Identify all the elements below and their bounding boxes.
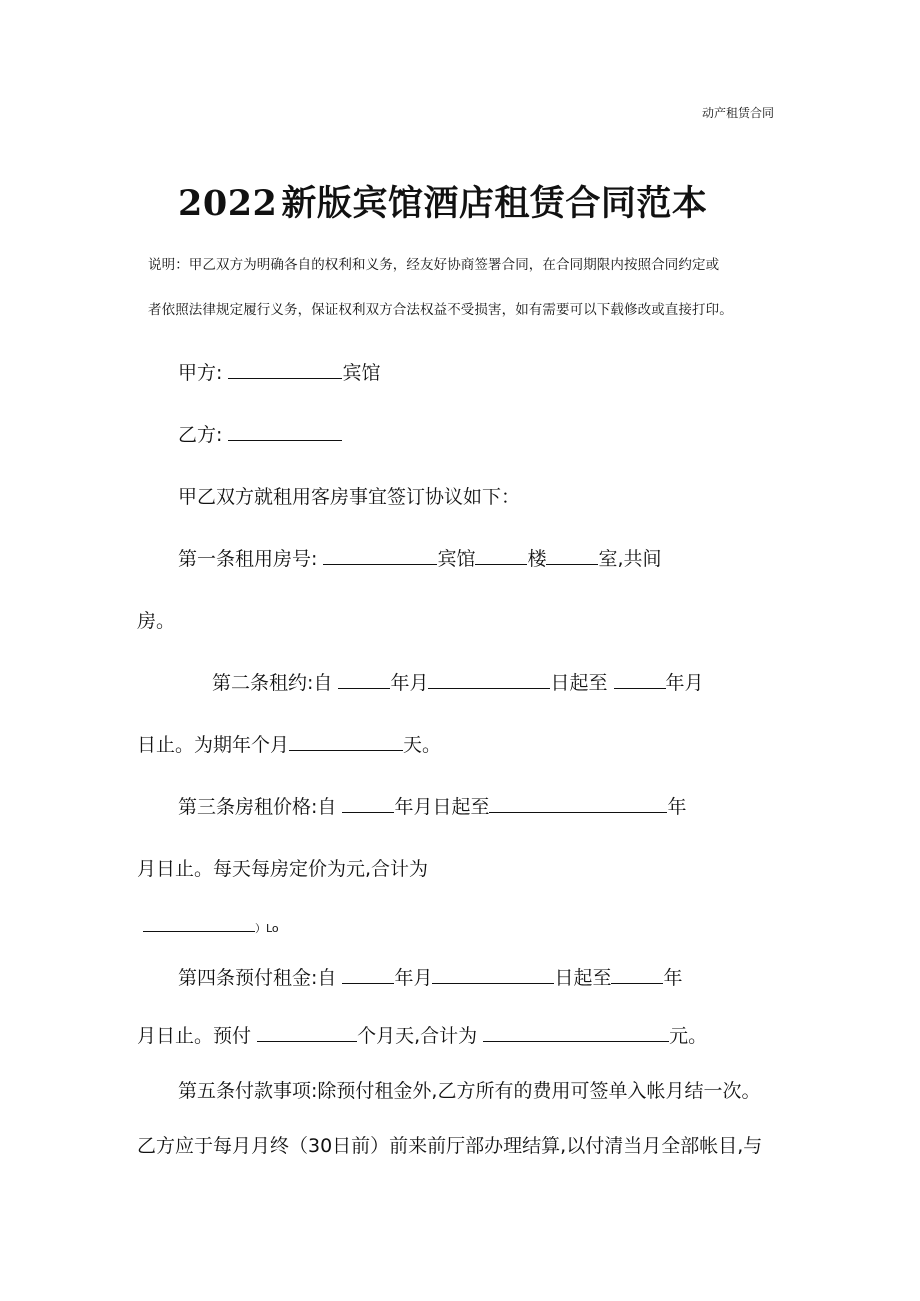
clause3-line-3 (143, 920, 279, 936)
title-year: 2022 (178, 183, 278, 224)
clause4-text-a: 第四条预付租金:自 (178, 967, 337, 989)
party-a-blank (228, 377, 342, 379)
clause3-text-a: 第三条房租价格:自 (178, 796, 337, 818)
party-a-suffix: 宾馆 (342, 362, 381, 384)
clause1-blank-2 (475, 563, 527, 565)
header-tag: 动产租赁合同 (702, 106, 775, 120)
clause5-line: 第五条付款事项:除预付租金外,乙方所有的费用可签单入帐月结一次。 (178, 1080, 761, 1102)
clause2-text-f: 天。 (403, 734, 442, 756)
clause2-text-d: 年月 (665, 672, 704, 694)
clause3-blank-1 (342, 811, 394, 813)
clause2-text-e: 日止。为期年个月 (137, 734, 290, 756)
clause1-line-2: 房。 (137, 610, 176, 632)
clause4-text-e: 月日止。预付 (137, 1025, 252, 1047)
clause2-line (212, 668, 704, 695)
clause4-line-2 (137, 1021, 707, 1048)
clause1-blank-3 (546, 563, 598, 565)
clause3-line (178, 792, 686, 819)
party-b-line (178, 420, 342, 447)
clause1-line (178, 544, 662, 571)
clause5-line-2: 乙方应于每月月终（30日前）前来前厅部办理结算,以付清当月全部帐目,与 (137, 1135, 763, 1157)
clause4-blank-5 (483, 1040, 669, 1042)
clause4-text-f: 个月天,合计为 (357, 1025, 478, 1047)
clause1-text-b: 宾馆 (437, 548, 476, 570)
clause1-text-a: 第一条租用房号: (178, 548, 318, 570)
clause2-text-a: 第二条租约:自 (212, 672, 333, 694)
clause1-blank-1 (323, 563, 437, 565)
clause1-text-c: 楼 (527, 548, 547, 570)
page-title (178, 176, 707, 226)
clause2-text-b: 年月 (390, 672, 429, 694)
clause4-blank-2 (432, 982, 554, 984)
clause3-text-b: 年月日起至 (394, 796, 490, 818)
party-a-label: 甲方: (178, 362, 223, 384)
clause4-text-b: 年月 (394, 967, 433, 989)
clause4-blank-1 (342, 982, 394, 984)
clause4-blank-4 (257, 1040, 357, 1042)
clause2-blank-1 (338, 687, 390, 689)
clause4-line (178, 963, 683, 990)
clause2-blank-4 (289, 749, 403, 751)
intro-line: 甲乙双方就租用客房事宜签订协议如下： (178, 486, 521, 508)
note-line-2: 者依照法律规定履行义务，保证权利双方合法权益不受损害，如有需要可以下载修改或直接打印。 (148, 302, 733, 318)
clause4-blank-3 (611, 982, 663, 984)
clause2-blank-2 (428, 687, 550, 689)
note-line-1: 说明：甲乙双方为明确各自的权利和义务，经友好协商签署合同，在合同期限内按照合同约定或 (148, 257, 720, 273)
title-text: 新版宾馆酒店租赁合同范本 (281, 184, 708, 224)
clause2-text-c: 日起至 (550, 672, 608, 694)
clause3-text-e: ）Lo (255, 922, 279, 935)
clause3-text-c: 年 (667, 796, 687, 818)
clause2-line-2 (137, 730, 441, 757)
clause3-blank-2 (489, 811, 667, 813)
clause3-line-2: 月日止。每天每房定价为元,合计为 (137, 858, 429, 880)
party-b-label: 乙方: (178, 424, 223, 446)
clause4-text-g: 元。 (669, 1025, 708, 1047)
clause4-text-d: 年 (663, 967, 683, 989)
clause4-text-c: 日起至 (554, 967, 612, 989)
clause2-blank-3 (614, 687, 666, 689)
party-a-line (178, 358, 380, 385)
clause1-text-d: 室,共间 (598, 548, 662, 570)
party-b-blank (228, 439, 342, 441)
clause3-blank-3 (143, 930, 255, 932)
